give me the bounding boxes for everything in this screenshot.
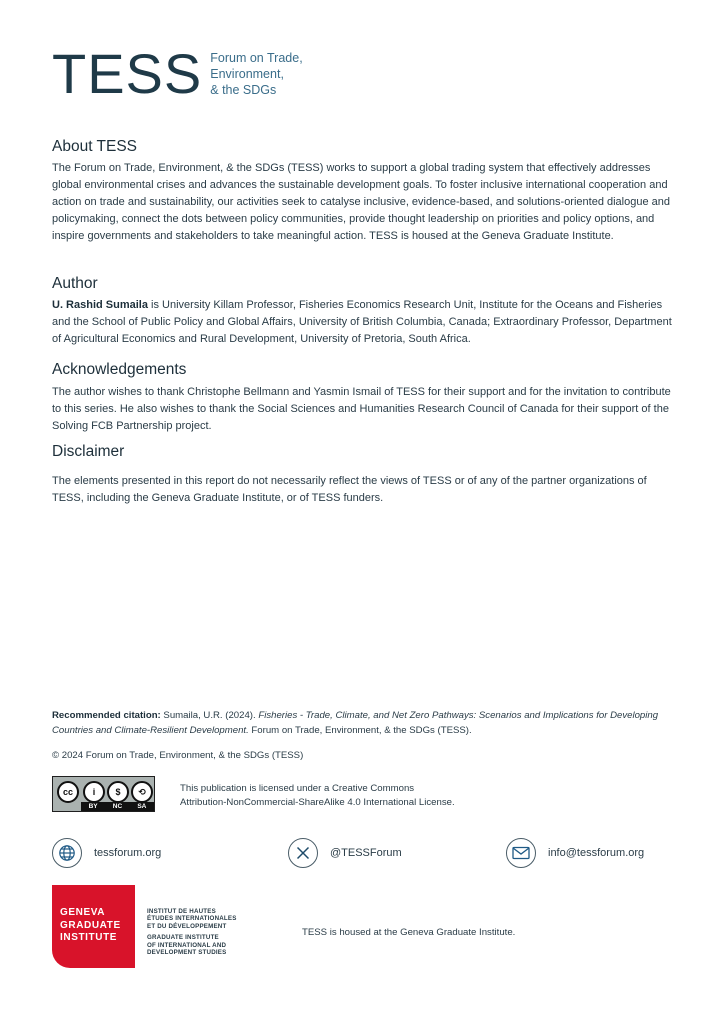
globe-icon <box>52 838 82 868</box>
citation-title: Fisheries - Trade, Climate, and Net Zero Pathways: Scenarios and Implications for Developing Countries and Climate-Resilient Development. <box>52 710 659 736</box>
institute-fr-line: ET DU DÉVELOPPEMENT <box>147 922 227 930</box>
tagline-line: & the SDGs <box>210 83 277 97</box>
cc-license-badge[interactable] <box>52 776 155 812</box>
cc-label-nc: NC <box>112 803 123 810</box>
author-name: U. Rashid Sumaila <box>52 299 148 311</box>
author-bio: is University Killam Professor, Fisheries Economics Research Unit, Institute for the Oceans and Fisheries and the School of Public Policy and Global Affairs, University of British Columbia, Canada; Extraordinary Professor, Department of Agricultural Economics and Rural Development, University of Pretoria, South Africa. <box>52 299 672 345</box>
ggi-logo-line: GRADUATE <box>60 919 121 931</box>
acknowledgements-heading: Acknowledgements <box>52 361 187 378</box>
cc-label-strip <box>81 802 154 811</box>
author-section <box>52 275 672 348</box>
license-line[interactable]: Attribution-NonCommercial-ShareAlike 4.0 International License. <box>180 797 455 808</box>
institute-fr-line: INSTITUT DE HAUTES <box>147 908 216 915</box>
institute-names <box>147 908 237 956</box>
disclaimer-body: The elements presented in this report do not necessarily reflect the views of TESS or of any of the partner organizations of TESS, including the Geneva Graduate Institute, or of TESS funders. <box>52 475 647 504</box>
cc-icon: cc <box>57 781 79 803</box>
tess-wordmark: TESS <box>52 42 203 105</box>
acknowledgements-body: The author wishes to thank Christophe Bellmann and Yasmin Ismail of TESS for their support and for the invitation to contribute to this series. He also wishes to thank the Social Sciences and Humanities Research Council of Canada for their support of the Solving FCB Partnership project. <box>52 386 671 432</box>
institute-en-line: DEVELOPMENT STUDIES <box>147 949 227 957</box>
disclaimer-section <box>52 443 672 507</box>
tagline-line: Forum on Trade, <box>210 51 303 65</box>
twitter-handle[interactable]: @TESSForum <box>330 847 402 859</box>
twitter-contact[interactable] <box>288 838 402 868</box>
citation-publisher: Forum on Trade, Environment, & the SDGs (TESS). <box>248 724 472 736</box>
license-line: This publication is licensed under a Creative Commons <box>180 783 415 794</box>
copyright: © 2024 Forum on Trade, Environment, & the SDGs (TESS) <box>52 750 304 761</box>
citation-label: Recommended citation: <box>52 710 161 721</box>
institute-en-line: GRADUATE INSTITUTE <box>147 934 219 942</box>
ggi-logo-line: INSTITUTE <box>60 932 118 943</box>
sharealike-icon: ⟲ <box>131 781 153 803</box>
disclaimer-heading: Disclaimer <box>52 443 125 460</box>
housed-statement: TESS is housed at the Geneva Graduate Institute. <box>302 927 516 938</box>
tagline-line: Environment, <box>210 67 284 81</box>
tess-logo <box>52 42 303 105</box>
envelope-icon <box>506 838 536 868</box>
website-link[interactable]: tessforum.org <box>94 847 162 859</box>
website-contact[interactable] <box>52 838 161 868</box>
x-twitter-icon <box>288 838 318 868</box>
acknowledgements-section <box>52 361 672 435</box>
about-section <box>52 138 672 245</box>
about-body: The Forum on Trade, Environment, & the SDGs (TESS) works to support a global trading system that effectively addresses global environmental crises and advances the sustainable development goals. To foster inclusive international cooperation and action on trade and sustainability, our activities seek to catalyse inclusive, evidence-based, and solutions-oriented dialogue and policymaking, connect the dots between policy communities, provide thought leadership on priorities and policy options, and inspire governments and stakeholders to take meaningful action. TESS is housed at the Geneva Graduate Institute. <box>52 162 671 242</box>
license-text <box>180 782 455 810</box>
noncommercial-icon: $ <box>107 781 129 803</box>
attribution-icon: i <box>83 781 105 803</box>
author-body <box>52 297 672 348</box>
tess-tagline <box>210 50 302 98</box>
cc-label-sa: SA <box>137 803 147 810</box>
recommended-citation <box>52 709 677 738</box>
about-heading: About TESS <box>52 138 138 155</box>
email-contact[interactable] <box>506 838 644 868</box>
citation-authors: Sumaila, U.R. (2024). <box>160 710 259 721</box>
email-link[interactable]: info@tessforum.org <box>548 847 645 859</box>
author-heading: Author <box>52 275 98 292</box>
geneva-graduate-institute-logo <box>52 885 135 968</box>
institute-en-line: OF INTERNATIONAL AND <box>147 941 227 949</box>
institute-fr-line: ÉTUDES INTERNATIONALES <box>147 915 237 923</box>
cc-label-by: BY <box>88 803 98 810</box>
ggi-logo-line: GENEVA <box>60 907 106 918</box>
